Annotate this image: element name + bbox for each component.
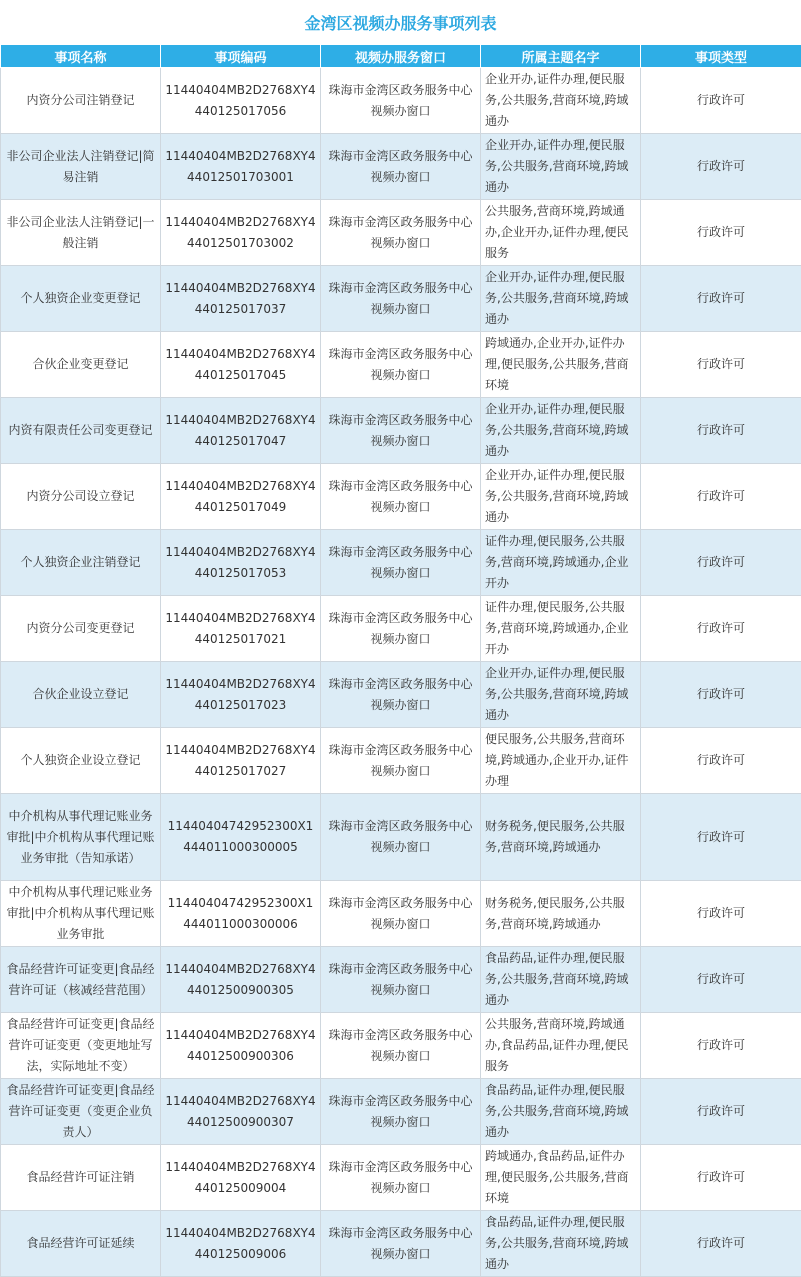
item-name-cell: 中介机构从事代理记账业务审批|中介机构从事代理记账业务审批（告知承诺） — [1, 794, 161, 881]
service-window-cell: 珠海市金湾区政务服务中心视频办窗口 — [321, 332, 481, 398]
item-type-cell: 行政许可 — [641, 1079, 801, 1145]
table-row — [1, 530, 801, 596]
theme-cell: 财务税务,便民服务,公共服务,营商环境,跨域通办 — [481, 881, 641, 947]
item-type-cell: 行政许可 — [641, 1211, 801, 1277]
service-items-table — [0, 44, 801, 1277]
item-name-cell: 食品经营许可证变更|食品经营许可证变更（变更地址写法，实际地址不变） — [1, 1013, 161, 1079]
header-theme: 所属主题名字 — [481, 45, 641, 68]
item-name-cell: 非公司企业法人注销登记|一般注销 — [1, 200, 161, 266]
theme-cell: 便民服务,公共服务,营商环境,跨域通办,企业开办,证件办理 — [481, 728, 641, 794]
item-type-cell: 行政许可 — [641, 596, 801, 662]
item-code-cell: 11440404MB2D2768XY4440125017027 — [161, 728, 321, 794]
table-row — [1, 134, 801, 200]
item-code-cell: 11440404742952300X1444011000300005 — [161, 794, 321, 881]
item-name-cell: 个人独资企业注销登记 — [1, 530, 161, 596]
item-code-cell: 11440404MB2D2768XY4440125009006 — [161, 1211, 321, 1277]
item-name-cell: 个人独资企业设立登记 — [1, 728, 161, 794]
item-type-cell: 行政许可 — [641, 68, 801, 134]
table-row — [1, 266, 801, 332]
header-item-name: 事项名称 — [1, 45, 161, 68]
item-type-cell: 行政许可 — [641, 530, 801, 596]
item-name-cell: 非公司企业法人注销登记|简易注销 — [1, 134, 161, 200]
service-window-cell: 珠海市金湾区政务服务中心视频办窗口 — [321, 398, 481, 464]
item-type-cell: 行政许可 — [641, 266, 801, 332]
service-window-cell: 珠海市金湾区政务服务中心视频办窗口 — [321, 728, 481, 794]
table-row — [1, 1013, 801, 1079]
item-type-cell: 行政许可 — [641, 464, 801, 530]
table-row — [1, 794, 801, 881]
theme-cell: 企业开办,证件办理,便民服务,公共服务,营商环境,跨域通办 — [481, 134, 641, 200]
item-code-cell: 11440404MB2D2768XY4440125017053 — [161, 530, 321, 596]
theme-cell: 证件办理,便民服务,公共服务,营商环境,跨域通办,企业开办 — [481, 596, 641, 662]
table-row — [1, 1211, 801, 1277]
item-code-cell: 11440404MB2D2768XY444012500900305 — [161, 947, 321, 1013]
table-body — [1, 68, 801, 1277]
item-type-cell: 行政许可 — [641, 728, 801, 794]
theme-cell: 企业开办,证件办理,便民服务,公共服务,营商环境,跨域通办 — [481, 68, 641, 134]
item-type-cell: 行政许可 — [641, 1145, 801, 1211]
theme-cell: 食品药品,证件办理,便民服务,公共服务,营商环境,跨域通办 — [481, 1079, 641, 1145]
item-type-cell: 行政许可 — [641, 947, 801, 1013]
table-row — [1, 1145, 801, 1211]
item-name-cell: 中介机构从事代理记账业务审批|中介机构从事代理记账业务审批 — [1, 881, 161, 947]
table-row — [1, 947, 801, 1013]
item-name-cell: 内资分公司注销登记 — [1, 68, 161, 134]
service-window-cell: 珠海市金湾区政务服务中心视频办窗口 — [321, 596, 481, 662]
title-bar — [0, 0, 801, 44]
theme-cell: 财务税务,便民服务,公共服务,营商环境,跨域通办 — [481, 794, 641, 881]
item-name-cell: 内资分公司设立登记 — [1, 464, 161, 530]
page-title: 金湾区视频办服务事项列表 — [304, 11, 496, 34]
item-name-cell: 合伙企业设立登记 — [1, 662, 161, 728]
theme-cell: 食品药品,证件办理,便民服务,公共服务,营商环境,跨域通办 — [481, 947, 641, 1013]
item-name-cell: 内资分公司变更登记 — [1, 596, 161, 662]
service-window-cell: 珠海市金湾区政务服务中心视频办窗口 — [321, 464, 481, 530]
item-type-cell: 行政许可 — [641, 332, 801, 398]
item-code-cell: 11440404MB2D2768XY444012501703002 — [161, 200, 321, 266]
item-code-cell: 11440404MB2D2768XY4440125009004 — [161, 1145, 321, 1211]
theme-cell: 证件办理,便民服务,公共服务,营商环境,跨域通办,企业开办 — [481, 530, 641, 596]
item-type-cell: 行政许可 — [641, 881, 801, 947]
item-type-cell: 行政许可 — [641, 794, 801, 881]
item-code-cell: 11440404MB2D2768XY444012501703001 — [161, 134, 321, 200]
item-code-cell: 11440404MB2D2768XY4440125017047 — [161, 398, 321, 464]
header-item-type: 事项类型 — [641, 45, 801, 68]
item-name-cell: 合伙企业变更登记 — [1, 332, 161, 398]
table-row — [1, 200, 801, 266]
item-name-cell: 个人独资企业变更登记 — [1, 266, 161, 332]
item-type-cell: 行政许可 — [641, 134, 801, 200]
item-type-cell: 行政许可 — [641, 398, 801, 464]
item-name-cell: 食品经营许可证变更|食品经营许可证（核减经营范围） — [1, 947, 161, 1013]
table-row — [1, 332, 801, 398]
table-row — [1, 1079, 801, 1145]
item-type-cell: 行政许可 — [641, 662, 801, 728]
header-item-code: 事项编码 — [161, 45, 321, 68]
item-code-cell: 11440404742952300X1444011000300006 — [161, 881, 321, 947]
item-code-cell: 11440404MB2D2768XY4440125017021 — [161, 596, 321, 662]
service-window-cell: 珠海市金湾区政务服务中心视频办窗口 — [321, 881, 481, 947]
item-code-cell: 11440404MB2D2768XY4440125017023 — [161, 662, 321, 728]
service-window-cell: 珠海市金湾区政务服务中心视频办窗口 — [321, 1013, 481, 1079]
table-row — [1, 68, 801, 134]
item-name-cell: 食品经营许可证注销 — [1, 1145, 161, 1211]
item-code-cell: 11440404MB2D2768XY4440125017045 — [161, 332, 321, 398]
header-service-window: 视频办服务窗口 — [321, 45, 481, 68]
table-row — [1, 881, 801, 947]
service-window-cell: 珠海市金湾区政务服务中心视频办窗口 — [321, 266, 481, 332]
service-window-cell: 珠海市金湾区政务服务中心视频办窗口 — [321, 1079, 481, 1145]
service-window-cell: 珠海市金湾区政务服务中心视频办窗口 — [321, 947, 481, 1013]
item-name-cell: 食品经营许可证延续 — [1, 1211, 161, 1277]
theme-cell: 企业开办,证件办理,便民服务,公共服务,营商环境,跨域通办 — [481, 266, 641, 332]
theme-cell: 企业开办,证件办理,便民服务,公共服务,营商环境,跨域通办 — [481, 662, 641, 728]
theme-cell: 企业开办,证件办理,便民服务,公共服务,营商环境,跨域通办 — [481, 398, 641, 464]
service-window-cell: 珠海市金湾区政务服务中心视频办窗口 — [321, 794, 481, 881]
item-code-cell: 11440404MB2D2768XY4440125017037 — [161, 266, 321, 332]
table-row — [1, 596, 801, 662]
item-name-cell: 食品经营许可证变更|食品经营许可证变更（变更企业负责人） — [1, 1079, 161, 1145]
service-window-cell: 珠海市金湾区政务服务中心视频办窗口 — [321, 530, 481, 596]
service-window-cell: 珠海市金湾区政务服务中心视频办窗口 — [321, 200, 481, 266]
item-code-cell: 11440404MB2D2768XY4440125017056 — [161, 68, 321, 134]
item-code-cell: 11440404MB2D2768XY4440125017049 — [161, 464, 321, 530]
table-row — [1, 728, 801, 794]
item-code-cell: 11440404MB2D2768XY444012500900307 — [161, 1079, 321, 1145]
table-row — [1, 662, 801, 728]
theme-cell: 企业开办,证件办理,便民服务,公共服务,营商环境,跨域通办 — [481, 464, 641, 530]
service-window-cell: 珠海市金湾区政务服务中心视频办窗口 — [321, 134, 481, 200]
theme-cell: 跨域通办,企业开办,证件办理,便民服务,公共服务,营商环境 — [481, 332, 641, 398]
header-row — [1, 45, 801, 68]
service-window-cell: 珠海市金湾区政务服务中心视频办窗口 — [321, 662, 481, 728]
theme-cell: 公共服务,营商环境,跨域通办,企业开办,证件办理,便民服务 — [481, 200, 641, 266]
table-row — [1, 398, 801, 464]
service-window-cell: 珠海市金湾区政务服务中心视频办窗口 — [321, 1145, 481, 1211]
theme-cell: 跨域通办,食品药品,证件办理,便民服务,公共服务,营商环境 — [481, 1145, 641, 1211]
theme-cell: 公共服务,营商环境,跨域通办,食品药品,证件办理,便民服务 — [481, 1013, 641, 1079]
item-type-cell: 行政许可 — [641, 200, 801, 266]
table-row — [1, 464, 801, 530]
item-code-cell: 11440404MB2D2768XY444012500900306 — [161, 1013, 321, 1079]
table-header — [1, 45, 801, 68]
item-name-cell: 内资有限责任公司变更登记 — [1, 398, 161, 464]
service-window-cell: 珠海市金湾区政务服务中心视频办窗口 — [321, 1211, 481, 1277]
theme-cell: 食品药品,证件办理,便民服务,公共服务,营商环境,跨域通办 — [481, 1211, 641, 1277]
item-type-cell: 行政许可 — [641, 1013, 801, 1079]
service-window-cell: 珠海市金湾区政务服务中心视频办窗口 — [321, 68, 481, 134]
